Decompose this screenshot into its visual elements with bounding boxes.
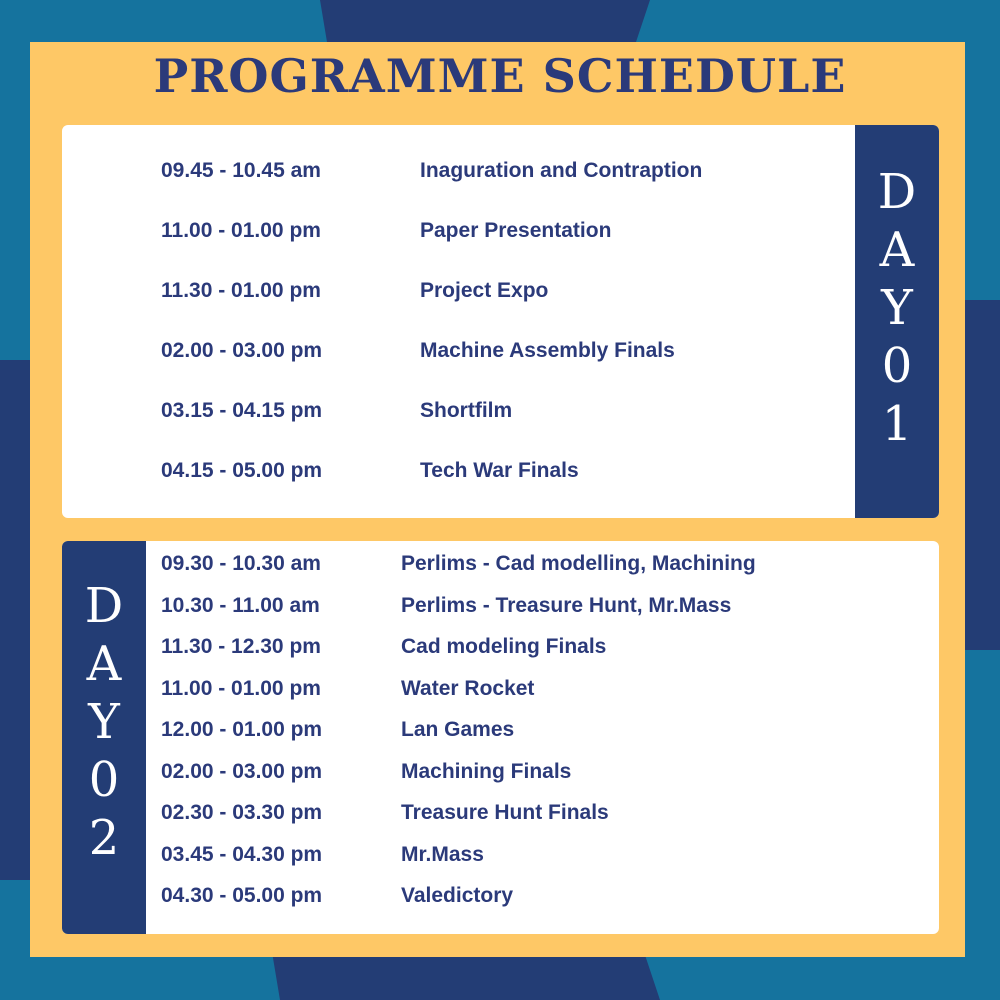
event-name: Machining Finals: [401, 759, 572, 783]
time-range: 11.00 - 01.00 pm: [161, 219, 321, 242]
time-range: 03.15 - 04.15 pm: [161, 399, 323, 422]
day1-card: [62, 125, 939, 518]
day1-letter: D: [877, 164, 917, 220]
time-range: 02.30 - 03.30 pm: [161, 801, 323, 824]
time-range: 10.30 - 11.00 am: [161, 593, 320, 617]
bg-shape-right: [960, 300, 1000, 650]
day2-letter: A: [86, 636, 122, 692]
time-range: 09.30 - 10.30 am: [161, 552, 321, 575]
time-range: 11.30 - 01.00 pm: [161, 279, 321, 302]
day1-letter: Y: [881, 280, 913, 336]
day1-label: [855, 125, 939, 518]
event-name: Valedictory: [401, 884, 514, 907]
time-range: 12.00 - 01.00 pm: [161, 718, 323, 741]
day2-card: [62, 541, 939, 934]
event-name: Machine Assembly Finals: [420, 339, 675, 362]
day1-letter: A: [879, 222, 915, 278]
time-range: 11.30 - 12.30 pm: [161, 635, 321, 658]
event-name: Tech War Finals: [420, 459, 579, 482]
day2-letter: 0: [88, 752, 120, 808]
day2-letter: 2: [88, 810, 120, 866]
event-name: Inaguration and Contraption: [420, 159, 703, 182]
time-range: 04.15 - 05.00 pm: [161, 459, 323, 482]
day1-letter: 1: [881, 396, 913, 452]
day1-letter: 0: [881, 338, 913, 394]
time-range: 04.30 - 05.00 pm: [161, 884, 323, 907]
event-name: Project Expo: [420, 279, 549, 302]
event-name: Water Rocket: [401, 676, 535, 700]
page-title: PROGRAMME SCHEDULE: [153, 49, 847, 103]
day2-letter: D: [84, 578, 124, 634]
time-range: 09.45 - 10.45 am: [161, 159, 321, 182]
event-name: Paper Presentation: [420, 219, 612, 242]
time-range: 02.00 - 03.00 pm: [161, 759, 323, 783]
event-name: Cad modeling Finals: [401, 635, 607, 658]
event-name: Perlims - Cad modelling, Machining: [401, 552, 756, 575]
time-range: 03.45 - 04.30 pm: [161, 842, 323, 866]
event-name: Shortfilm: [420, 399, 513, 422]
event-name: Lan Games: [401, 718, 515, 741]
event-name: Perlims - Treasure Hunt, Mr.Mass: [401, 593, 732, 617]
time-range: 11.00 - 01.00 pm: [161, 676, 321, 700]
event-name: Treasure Hunt Finals: [401, 801, 609, 824]
day2-label: [62, 541, 146, 934]
time-range: 02.00 - 03.00 pm: [161, 339, 323, 362]
day2-letter: Y: [88, 694, 120, 750]
event-name: Mr.Mass: [401, 842, 484, 866]
